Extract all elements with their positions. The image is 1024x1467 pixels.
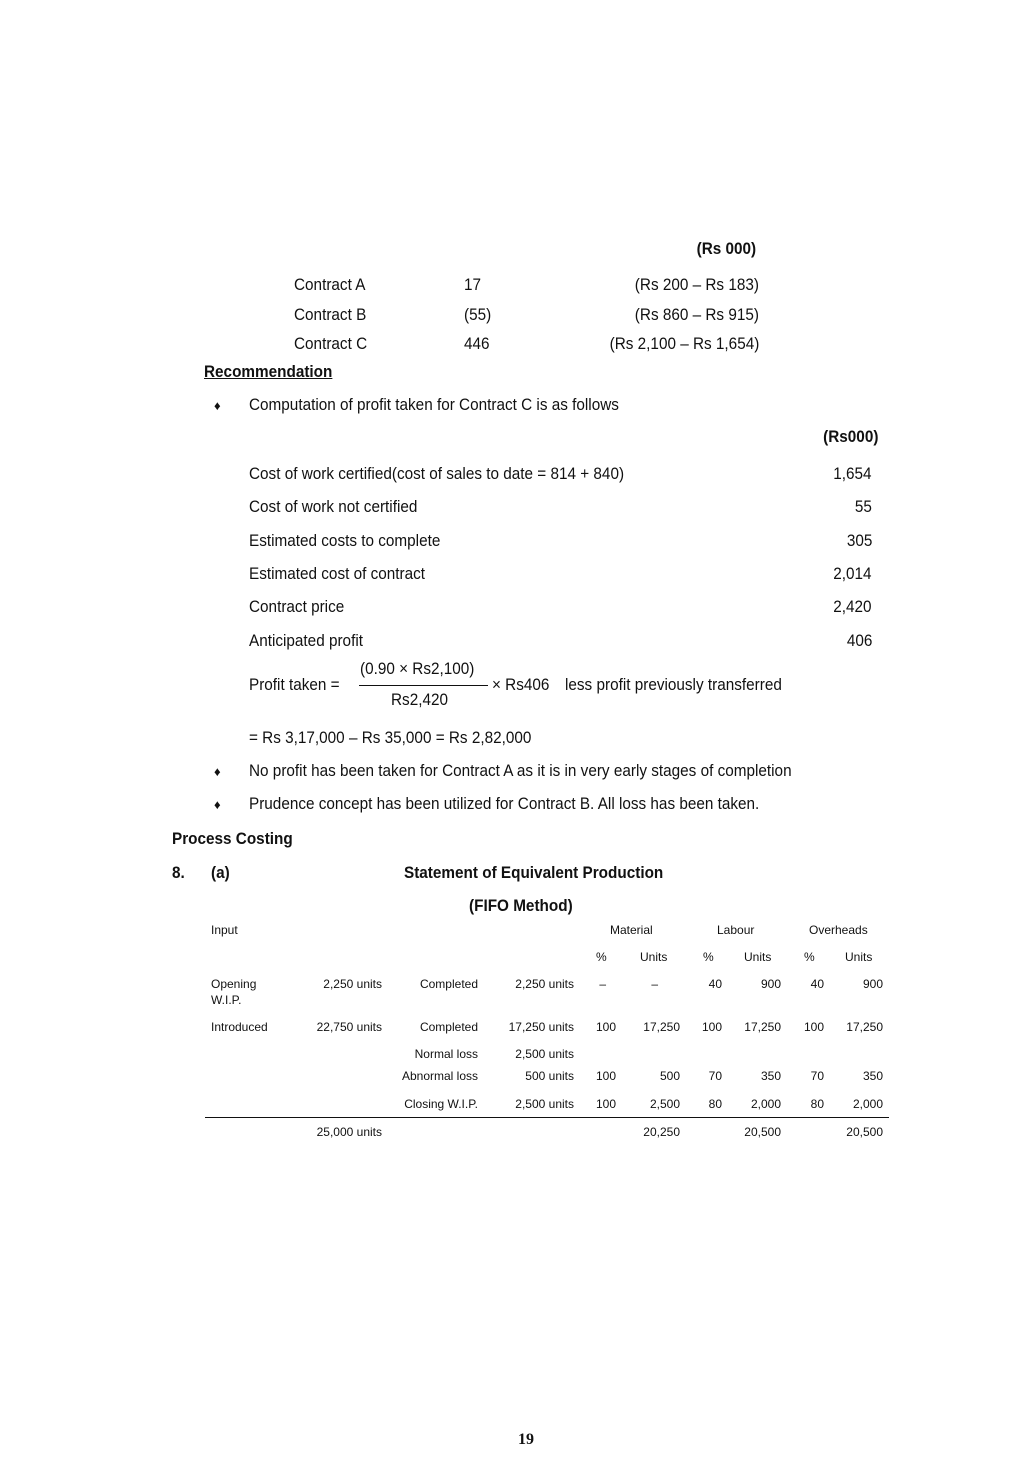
- anticipated-profit-value: 406: [846, 631, 872, 650]
- bullet-diamond-icon: ♦: [214, 764, 221, 779]
- cell-overheads-pct: 80: [810, 1097, 824, 1111]
- contract-price-label: Contract price: [249, 597, 345, 616]
- contract-price-value: 2,420: [833, 597, 872, 616]
- contracts-unit-header: (Rs 000): [696, 239, 756, 258]
- profit-result: = Rs 3,17,000 – Rs 35,000 = Rs 2,82,000: [249, 728, 532, 747]
- contract-b-value: (55): [464, 305, 492, 324]
- cell-material-pct: –: [599, 977, 606, 991]
- cell-material-units: 2,500: [649, 1097, 680, 1111]
- estimated-cost-value: 2,014: [833, 564, 872, 583]
- recommendation-heading: Recommendation: [204, 362, 333, 381]
- bullet-diamond-icon: ♦: [214, 797, 221, 812]
- formula-numerator: (0.90 × Rs2,100): [360, 659, 475, 678]
- fraction-bar: [359, 685, 488, 686]
- row-label-cont: W.I.P.: [211, 993, 242, 1007]
- bullet-diamond-icon: ♦: [214, 398, 221, 413]
- row-output-units: 17,250 units: [508, 1020, 574, 1034]
- costs-to-complete-label: Estimated costs to complete: [249, 531, 441, 550]
- statement-title: Statement of Equivalent Production: [404, 863, 664, 882]
- question-number: 8.: [172, 863, 185, 882]
- row-desc: Closing W.I.P.: [404, 1097, 478, 1111]
- formula-prefix: Profit taken =: [249, 675, 340, 694]
- cell-overheads-units: 17,250: [846, 1020, 883, 1034]
- anticipated-profit-label: Anticipated profit: [249, 631, 363, 650]
- process-heading: Process Costing: [172, 829, 293, 848]
- row-label: Opening: [211, 977, 257, 991]
- cell-overheads-pct: 40: [810, 977, 824, 991]
- contract-a-value: 17: [464, 275, 482, 294]
- cell-labour-pct: 80: [708, 1097, 722, 1111]
- overheads-pct-header: %: [804, 950, 815, 964]
- row-output-units: 2,250 units: [515, 977, 574, 991]
- cell-overheads-units: 2,000: [852, 1097, 883, 1111]
- row-input-units: 2,250 units: [323, 977, 382, 991]
- labour-pct-header: %: [703, 950, 714, 964]
- contract-c-value: 446: [464, 334, 490, 353]
- cell-overheads-pct: 70: [810, 1069, 824, 1083]
- cell-material-pct: 100: [595, 1069, 616, 1083]
- overheads-units-header: Units: [845, 950, 873, 964]
- labour-header: Labour: [717, 923, 755, 937]
- contract-c-calc: (Rs 2,100 – Rs 1,654): [609, 334, 759, 353]
- row-output-units: 2,500 units: [515, 1047, 574, 1061]
- statement-subtitle: (FIFO Method): [469, 896, 573, 915]
- estimated-cost-label: Estimated cost of contract: [249, 564, 426, 583]
- bullet-3-text: Prudence concept has been utilized for Contract B. All loss has been taken.: [249, 794, 760, 813]
- cell-material-units: 17,250: [643, 1020, 680, 1034]
- cell-material-pct: 100: [595, 1097, 616, 1111]
- formula-denominator: Rs2,420: [391, 690, 448, 709]
- row-input-units: 22,750 units: [316, 1020, 382, 1034]
- contract-b-calc: (Rs 860 – Rs 915): [634, 305, 759, 324]
- contract-a-name: Contract A: [294, 275, 366, 294]
- cell-labour-units: 900: [760, 977, 781, 991]
- contract-a-calc: (Rs 200 – Rs 183): [634, 275, 759, 294]
- contract-c-name: Contract C: [294, 334, 368, 353]
- rec-unit-header: (Rs000): [822, 427, 878, 446]
- cell-material-units: –: [651, 977, 658, 991]
- overheads-header: Overheads: [809, 923, 868, 937]
- cell-overheads-units: 350: [862, 1069, 883, 1083]
- question-part: (a): [211, 863, 230, 882]
- contract-b-name: Contract B: [294, 305, 367, 324]
- cell-overheads-pct: 100: [803, 1020, 824, 1034]
- cell-overheads-units: 900: [862, 977, 883, 991]
- material-pct-header: %: [596, 950, 607, 964]
- labour-units-header: Units: [744, 950, 772, 964]
- page-number: 19: [518, 1431, 534, 1448]
- row-desc: Normal loss: [414, 1047, 478, 1061]
- cell-material-units: 500: [659, 1069, 680, 1083]
- total-material-units: 20,250: [643, 1125, 680, 1139]
- material-units-header: Units: [640, 950, 668, 964]
- cost-certified-value: 1,654: [833, 464, 872, 483]
- table-total-rule: [205, 1117, 889, 1118]
- cell-labour-units: 2,000: [750, 1097, 781, 1111]
- cell-labour-pct: 100: [701, 1020, 722, 1034]
- total-labour-units: 20,500: [744, 1125, 781, 1139]
- row-output-units: 500 units: [525, 1069, 574, 1083]
- costs-to-complete-value: 305: [846, 531, 872, 550]
- cell-labour-units: 350: [760, 1069, 781, 1083]
- bullet-1-text: Computation of profit taken for Contract C is as follows: [249, 395, 619, 414]
- cell-labour-units: 17,250: [744, 1020, 781, 1034]
- cost-certified-label: Cost of work certified(cost of sales to date = 814 + 840): [249, 464, 625, 483]
- row-desc: Completed: [419, 1020, 478, 1034]
- bullet-2-text: No profit has been taken for Contract A as it is in very early stages of completion: [249, 761, 792, 780]
- cost-not-certified-label: Cost of work not certified: [249, 497, 418, 516]
- cell-labour-pct: 70: [708, 1069, 722, 1083]
- formula-suffix: less profit previously transferred: [565, 675, 782, 694]
- row-desc: Abnormal loss: [401, 1069, 478, 1083]
- cost-not-certified-value: 55: [854, 497, 872, 516]
- cell-labour-pct: 40: [708, 977, 722, 991]
- material-header: Material: [610, 923, 653, 937]
- row-desc: Completed: [419, 977, 478, 991]
- total-input-units: 25,000 units: [316, 1125, 382, 1139]
- formula-multiplier: × Rs406: [492, 675, 550, 694]
- total-overheads-units: 20,500: [846, 1125, 883, 1139]
- row-output-units: 2,500 units: [515, 1097, 574, 1111]
- cell-material-pct: 100: [595, 1020, 616, 1034]
- row-label: Introduced: [211, 1020, 268, 1034]
- table-input-header: Input: [211, 923, 238, 937]
